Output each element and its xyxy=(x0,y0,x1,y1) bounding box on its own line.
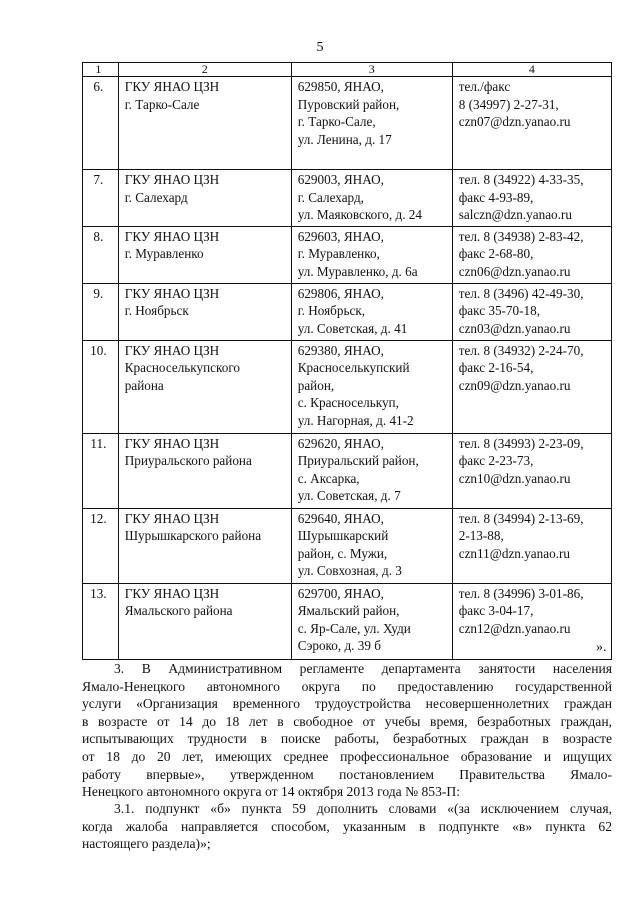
office-address-line: г. Тарко-Сале, xyxy=(297,114,376,129)
column-header: 2 xyxy=(118,63,291,77)
office-contacts-line: тел. 8 (34932) 2-24-70, xyxy=(458,342,584,358)
office-address-line: 629003, ЯНАО, xyxy=(297,172,384,187)
row-number-cell xyxy=(83,283,119,340)
paragraph-3-line: 3. В Административном регламенте департамента занятости населения xyxy=(114,661,612,676)
office-contacts-cell xyxy=(452,508,611,583)
office-contacts-line: czn09@dzn.yanao.ru xyxy=(458,377,571,393)
office-address-cell xyxy=(291,226,452,283)
row-number-cell xyxy=(83,170,119,227)
row-number-line: 13. xyxy=(90,585,107,601)
row-number-cell xyxy=(83,433,119,508)
office-address-line: г. Ноябрьск, xyxy=(297,303,366,318)
row-number-cell xyxy=(83,77,119,170)
office-contacts-line: тел. 8 (34994) 2-13-69, xyxy=(458,510,584,526)
office-address-line: 629806, ЯНАО, xyxy=(297,285,384,301)
office-contacts-line: факс 2-16-54, xyxy=(458,360,534,375)
row-number-line: 6. xyxy=(93,79,104,94)
office-contacts-line: czn12@dzn.yanao.ru xyxy=(458,620,571,636)
office-name-line: ГКУ ЯНАО ЦЗН xyxy=(124,342,220,358)
office-contacts-cell xyxy=(452,433,611,508)
office-address-cell xyxy=(291,433,452,508)
office-contacts-line: тел. 8 (34938) 2-83-42, xyxy=(458,228,584,244)
office-name-line: района xyxy=(124,377,164,393)
office-address-line: район, с. Мужи, xyxy=(297,545,388,561)
table-row xyxy=(83,170,612,227)
table-row xyxy=(83,283,612,340)
office-contacts-cell xyxy=(452,77,611,170)
office-address-cell xyxy=(291,170,452,227)
office-name-cell xyxy=(118,508,291,583)
office-contacts-cell xyxy=(452,583,611,659)
office-name-cell xyxy=(118,283,291,340)
office-contacts-line: czn07@dzn.yanao.ru xyxy=(458,114,571,129)
office-address-line: 629700, ЯНАО, xyxy=(297,585,384,601)
office-address-line: с. Яр-Сале, ул. Худи xyxy=(297,620,411,636)
paragraph-3-line: в возрасте от 14 до 18 лет в свободное от учебы время, безработных граждан, xyxy=(82,713,612,729)
table-row xyxy=(83,226,612,283)
office-contacts-line: тел. 8 (3496) 42-49-30, xyxy=(458,285,584,301)
office-name-line: г. Ноябрьск xyxy=(124,303,189,318)
office-contacts-line: czn06@dzn.yanao.ru xyxy=(458,263,571,279)
column-header: 3 xyxy=(291,63,452,77)
paragraph-3-line: испытывающих трудности в поиске работы, безработных граждан в возрасте xyxy=(82,731,612,747)
office-name-line: ГКУ ЯНАО ЦЗН xyxy=(124,435,220,451)
office-address-line: Пуровский район, xyxy=(297,96,400,112)
table-row xyxy=(83,508,612,583)
office-contacts-cell xyxy=(452,283,611,340)
paragraph-3-1-line: когда жалоба направляется способом, указанным в подпункте «в» пункта 62 xyxy=(82,818,612,834)
employment-centers-table xyxy=(82,62,612,660)
office-name-line: г. Салехард xyxy=(124,189,188,205)
office-address-line: район, xyxy=(297,377,335,393)
office-name-cell xyxy=(118,433,291,508)
row-number-line: 8. xyxy=(93,228,104,244)
office-address-line: Сэроко, д. 39 б xyxy=(297,638,381,653)
office-contacts-line: 2-13-88, xyxy=(458,528,504,543)
table-row xyxy=(83,583,612,659)
office-address-cell xyxy=(291,340,452,433)
closing-quote: ». xyxy=(596,640,607,655)
office-name-cell xyxy=(118,170,291,227)
office-contacts-line: czn11@dzn.yanao.ru xyxy=(458,545,570,561)
office-contacts-line: тел. 8 (34996) 3-01-86, xyxy=(458,585,584,601)
office-address-line: ул. Ленина, д. 17 xyxy=(297,131,392,147)
office-address-line: 629850, ЯНАО, xyxy=(297,79,384,94)
office-address-line: Приуральский район, xyxy=(297,453,419,468)
office-contacts-line: тел./факс xyxy=(458,79,511,94)
row-number-line: 12. xyxy=(90,510,107,526)
row-number-line: 11. xyxy=(90,435,107,451)
office-name-cell xyxy=(118,340,291,433)
row-number-line: 7. xyxy=(93,172,104,187)
office-address-line: 629380, ЯНАО, xyxy=(297,342,384,358)
table-row xyxy=(83,340,612,433)
office-name-line: Шурышкарского района xyxy=(124,528,262,543)
office-contacts-line: 8 (34997) 2-27-31, xyxy=(458,96,559,112)
office-name-cell xyxy=(118,226,291,283)
row-number-cell xyxy=(83,583,119,659)
office-name-line: г. Муравленко xyxy=(124,246,204,261)
office-address-line: ул. Муравленко, д. 6а xyxy=(297,263,418,279)
paragraph-3-line: работу впервые», утвержденном постановлением Правительства Ямало- xyxy=(82,766,612,782)
office-address-line: ул. Нагорная, д. 41-2 xyxy=(297,412,414,428)
row-number-cell xyxy=(83,226,119,283)
column-header: 4 xyxy=(452,63,611,77)
office-contacts-cell xyxy=(452,226,611,283)
office-contacts-cell xyxy=(452,340,611,433)
row-number-line: 9. xyxy=(93,285,104,301)
office-name-line: ГКУ ЯНАО ЦЗН xyxy=(124,285,220,301)
office-name-line: ГКУ ЯНАО ЦЗН xyxy=(124,228,220,244)
office-address-line: 629640, ЯНАО, xyxy=(297,510,384,526)
office-contacts-line: факс 4-93-89, xyxy=(458,189,534,205)
office-address-line: ул. Советская, д. 41 xyxy=(297,320,408,336)
office-contacts-line: czn03@dzn.yanao.ru xyxy=(458,320,571,336)
office-contacts-cell xyxy=(452,170,611,227)
table-row xyxy=(83,433,612,508)
office-address-line: с. Аксарка, xyxy=(297,470,360,486)
paragraph-3-line: Ямало-Ненецкого автономного округа по предоставлению государственной xyxy=(82,678,612,694)
office-address-line: г. Муравленко, xyxy=(297,246,380,261)
office-name-cell xyxy=(118,77,291,170)
table-body xyxy=(83,63,612,660)
paragraph-3-1-line: 3.1. подпункт «б» пункта 59 дополнить словами «(за исключением случая, xyxy=(114,801,612,816)
office-address-line: ул. Советская, д. 7 xyxy=(297,488,401,503)
office-address-line: Шурышкарский xyxy=(297,528,389,543)
office-name-line: г. Тарко-Сале xyxy=(124,96,200,112)
office-address-cell xyxy=(291,283,452,340)
paragraph-3 xyxy=(82,660,612,801)
row-number-cell xyxy=(83,340,119,433)
office-address-cell xyxy=(291,508,452,583)
office-address-line: с. Красноселькуп, xyxy=(297,395,399,410)
office-contacts-line: тел. 8 (34922) 4-33-35, xyxy=(458,172,584,187)
office-name-line: ГКУ ЯНАО ЦЗН xyxy=(124,510,220,526)
table-header-row xyxy=(83,63,612,77)
office-contacts-line: czn10@dzn.yanao.ru xyxy=(458,470,571,486)
office-contacts-line: факс 2-23-73, xyxy=(458,453,534,468)
office-name-line: ГКУ ЯНАО ЦЗН xyxy=(124,172,220,187)
table-row xyxy=(83,77,612,170)
paragraph-3-line: от 18 до 20 лет, имеющих среднее профессиональное образование и ищущих xyxy=(82,748,612,764)
office-address-line: 629620, ЯНАО, xyxy=(297,435,384,451)
paragraph-3-1-line: настоящего раздела)»; xyxy=(82,836,211,852)
office-name-line: Ямальского района xyxy=(124,603,233,618)
office-name-cell xyxy=(118,583,291,659)
office-address-line: г. Салехард, xyxy=(297,189,364,205)
row-number-cell xyxy=(83,508,119,583)
office-address-line: ул. Маяковского, д. 24 xyxy=(297,207,422,222)
office-contacts-line: факс 3-04-17, xyxy=(458,603,534,618)
page-number: 5 xyxy=(316,40,324,55)
paragraph-3-line: Ненецкого автономного округа от 14 октября 2013 года № 853-П: xyxy=(82,784,460,800)
office-address-cell xyxy=(291,583,452,659)
paragraph-3-line: услуги «Организация временного трудоустройства несовершеннолетних граждан xyxy=(82,696,612,712)
office-contacts-line: salczn@dzn.yanao.ru xyxy=(458,207,572,222)
column-header: 1 xyxy=(83,63,119,77)
office-contacts-line: факс 35-70-18, xyxy=(458,303,540,318)
office-contacts-line: тел. 8 (34993) 2-23-09, xyxy=(458,435,584,451)
office-address-line: Ямальский район, xyxy=(297,603,400,618)
office-address-line: 629603, ЯНАО, xyxy=(297,228,384,244)
office-contacts-line: факс 2-68-80, xyxy=(458,246,534,261)
paragraph-3-1 xyxy=(82,800,612,853)
office-name-line: Приуральского района xyxy=(124,453,252,468)
office-address-cell xyxy=(291,77,452,170)
office-name-line: ГКУ ЯНАО ЦЗН xyxy=(124,585,220,601)
office-address-line: Красноселькупский xyxy=(297,360,410,375)
row-number-line: 10. xyxy=(90,342,107,358)
office-address-line: ул. Совхозная, д. 3 xyxy=(297,563,402,578)
office-name-line: Красноселькупского xyxy=(124,360,241,375)
office-name-line: ГКУ ЯНАО ЦЗН xyxy=(124,79,220,94)
